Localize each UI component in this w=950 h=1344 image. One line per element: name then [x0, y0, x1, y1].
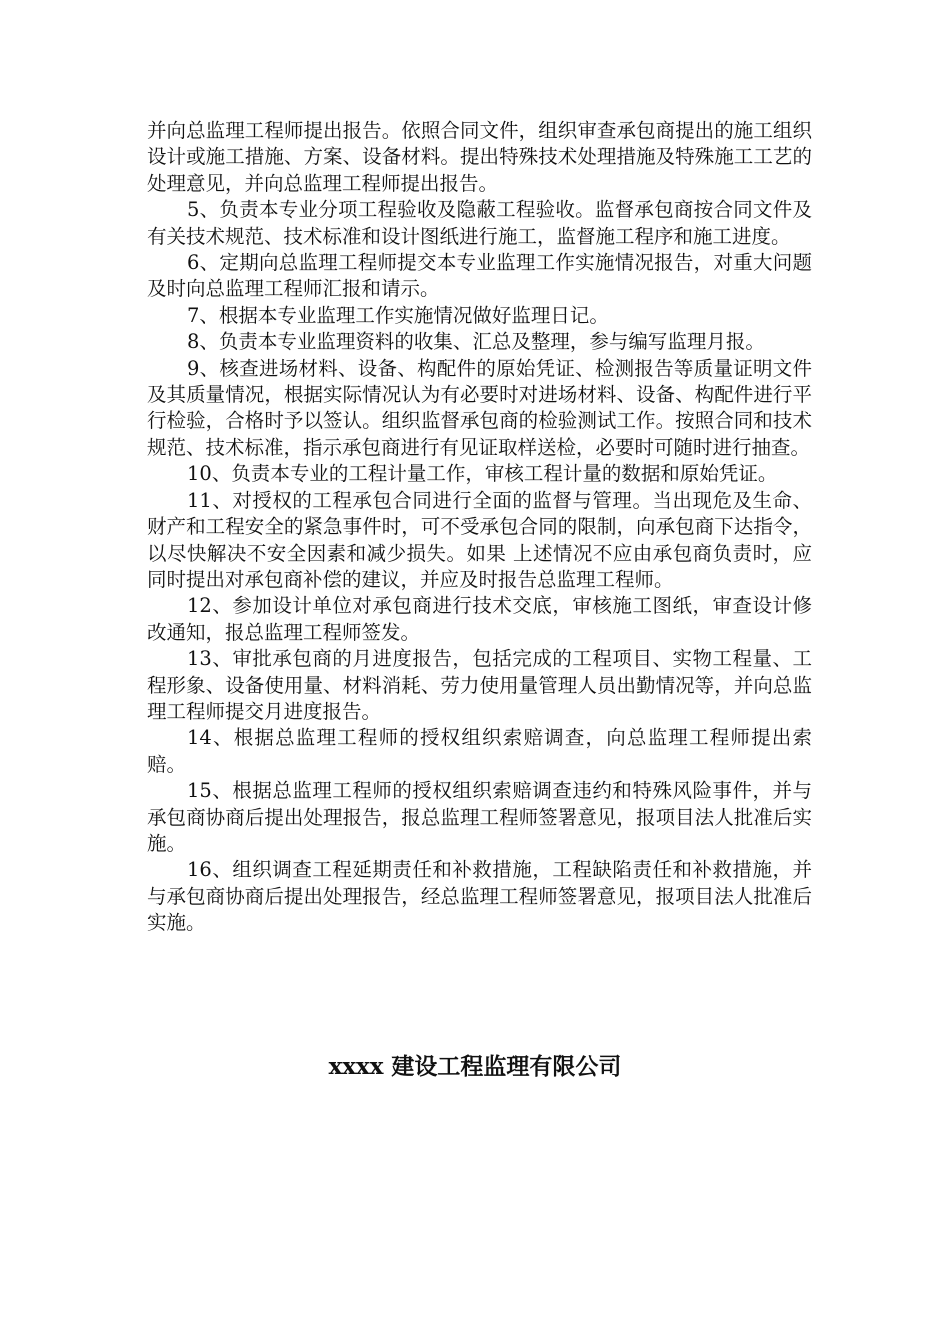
paragraph-item-7: 7、根据本专业监理工作实施情况做好监理日记。: [187, 303, 609, 327]
paragraph-item-9: 9、核查进场材料、设备、构配件的原始凭证、检测报告等质量证明文件及其质量情况，根据实际情况认为有必要时对进场材料、设备、构配件进行平行检验，合格时予以签认。组织监督承包商的检验测试工作。按照合同和技术规范、技术标准，指示承包商进行有见证取样送检，必要时可随时进行抽查。: [147, 356, 812, 459]
paragraph-continuation: 并向总监理工程师提出报告。依照合同文件，组织审查承包商提出的施工组织设计或施工措施、方案、设备材料。提出特殊技术处理措施及特殊施工工艺的处理意见，并向总监理工程师提出报告。: [147, 119, 812, 195]
company-name: xxxx 建设工程监理有限公司: [328, 1053, 622, 1080]
paragraph-item-13: 13、审批承包商的月进度报告，包括完成的工程项目、实物工程量、工程形象、设备使用量、材料消耗、劳力使用量管理人员出勤情况等，并向总监理工程师提交月进度报告。: [147, 647, 812, 723]
paragraph-item-12: 12、参加设计单位对承包商进行技术交底，审核施工图纸，审查设计修改通知，报总监理工程师签发。: [147, 594, 812, 644]
paragraph-item-15: 15、根据总监理工程师的授权组织索赔调查违约和特殊风险事件，并与承包商协商后提出处理报告，报总监理工程师签署意见，报项目法人批准后实施。: [147, 779, 812, 855]
paragraph-item-16: 16、组织调查工程延期责任和补救措施，工程缺陷责任和补救措施，并与承包商协商后提出处理报告，经总监理工程师签署意见，报项目法人批准后实施。: [147, 858, 812, 935]
document-body: [147, 118, 812, 937]
paragraph-item-10: 10、负责本专业的工程计量工作，审核工程计量的数据和原始凭证。: [187, 462, 778, 486]
paragraph-item-11: 11、对授权的工程承包合同进行全面的监督与管理。当出现危及生命、财产和工程安全的紧急事件时，可不受承包合同的限制，向承包商下达指令，以尽快解决不安全因素和减少损失。如果 上述情况不应由承包商负责时，应同时提出对承包商补偿的建议，并应及时报告总监理工程师。: [147, 488, 812, 591]
paragraph-item-5: 5、负责本专业分项工程验收及隐蔽工程验收。监督承包商按合同文件及有关技术规范、技术标准和设计图纸进行施工，监督施工程序和施工进度。: [147, 198, 812, 248]
paragraph-item-14: 14、根据总监理工程师的授权组织索赔调查，向总监理工程师提出索赔。: [147, 726, 812, 776]
paragraph-item-6: 6、定期向总监理工程师提交本专业监理工作实施情况报告，对重大问题及时向总监理工程师汇报和请示。: [147, 251, 812, 301]
paragraph-item-8: 8、负责本专业监理资料的收集、汇总及整理，参与编写监理月报。: [187, 330, 765, 354]
